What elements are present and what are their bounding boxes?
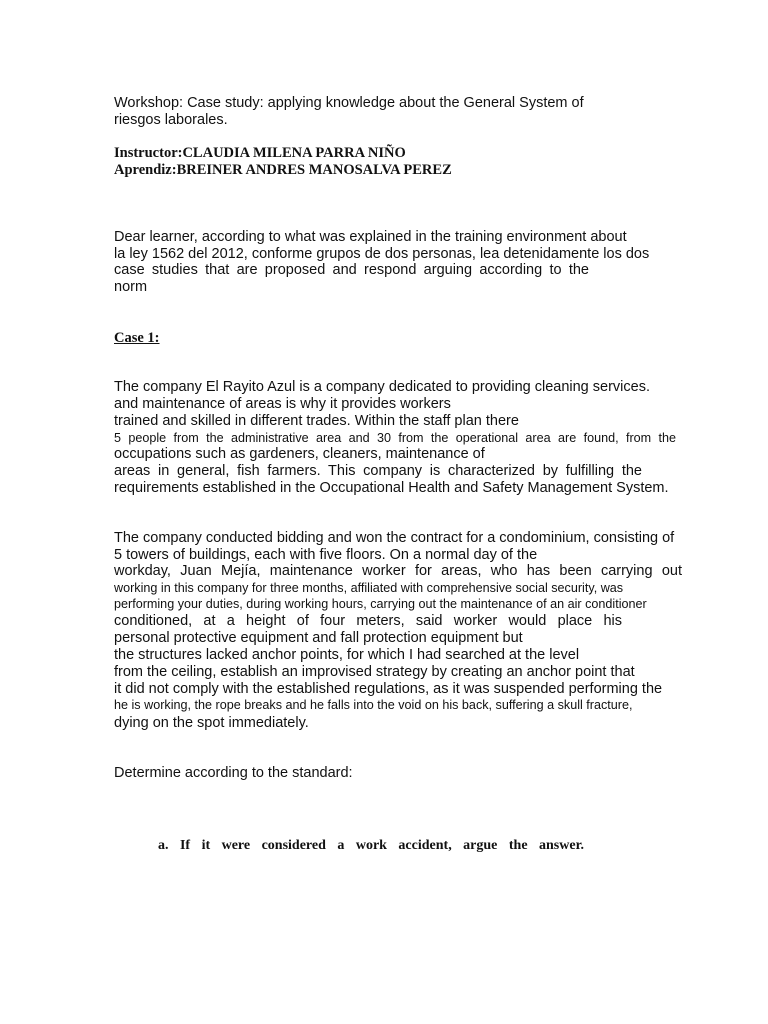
case-1-paragraph-1-line: 5 people from the administrative area and 30 from the operational area are found, from the <box>114 431 676 445</box>
intro-line: la ley 1562 del 2012, conforme grupos de dos personas, lea detenidamente los dos <box>114 246 650 262</box>
case-1-paragraph-1-line: The company El Rayito Azul is a company dedicated to providing cleaning services. <box>114 379 650 395</box>
workshop-title-line-1: Workshop: Case study: applying knowledge about the General System of <box>114 95 584 111</box>
case-1-paragraph-2-line: he is working, the rope breaks and he falls into the void on his back, suffering a skull fracture, <box>114 698 633 712</box>
case-1-paragraph-2-line: 5 towers of buildings, each with five floors. On a normal day of the <box>114 547 538 563</box>
case-1-paragraph-1-line: requirements established in the Occupational Health and Safety Management System. <box>114 480 669 496</box>
case-1-paragraph-2-line: working in this company for three months, affiliated with comprehensive social security, was <box>114 581 624 595</box>
case-1-paragraph-1-line: trained and skilled in different trades. Within the staff plan there <box>114 413 519 429</box>
case-1-paragraph-2-line: from the ceiling, establish an improvised strategy by creating an anchor point that <box>114 664 635 680</box>
case-1-paragraph-1-line: occupations such as gardeners, cleaners, maintenance of <box>114 446 485 462</box>
intro-line: Dear learner, according to what was explained in the training environment about <box>114 229 627 245</box>
intro-line: norm <box>114 279 148 295</box>
case-1-paragraph-2-line: the structures lacked anchor points, for which I had searched at the level <box>114 647 580 663</box>
case-1-paragraph-2-line: it did not comply with the established regulations, as it was suspended performing the <box>114 681 663 697</box>
case-1-paragraph-2-line: dying on the spot immediately. <box>114 715 309 731</box>
question-a: a. If it were considered a work accident, argue the answer. <box>158 838 584 853</box>
case-1-paragraph-2-line: The company conducted bidding and won the contract for a condominium, consisting of <box>114 530 675 546</box>
intro-line: case studies that are proposed and respond arguing according to the <box>114 262 589 278</box>
case-1-heading: Case 1: <box>114 330 160 346</box>
case-1-paragraph-2-line: performing your duties, during working hours, carrying out the maintenance of an air conditioner <box>114 597 647 611</box>
case-1-paragraph-1-line: areas in general, fish farmers. This company is characterized by fulfilling the <box>114 463 642 479</box>
aprendiz-name: Aprendiz:BREINER ANDRES MANOSALVA PEREZ <box>114 162 452 178</box>
case-1-paragraph-1-line: and maintenance of areas is why it provides workers <box>114 396 451 412</box>
instructor-name: Instructor:CLAUDIA MILENA PARRA NIÑO <box>114 145 406 161</box>
determine-instruction: Determine according to the standard: <box>114 765 353 781</box>
case-1-paragraph-2-line: conditioned, at a height of four meters, said worker would place his <box>114 613 622 629</box>
case-1-paragraph-2-line: personal protective equipment and fall protection equipment but <box>114 630 523 646</box>
workshop-title-line-2: riesgos laborales. <box>114 112 228 128</box>
case-1-paragraph-2-line: workday, Juan Mejía, maintenance worker for areas, who has been carrying out <box>114 563 682 579</box>
